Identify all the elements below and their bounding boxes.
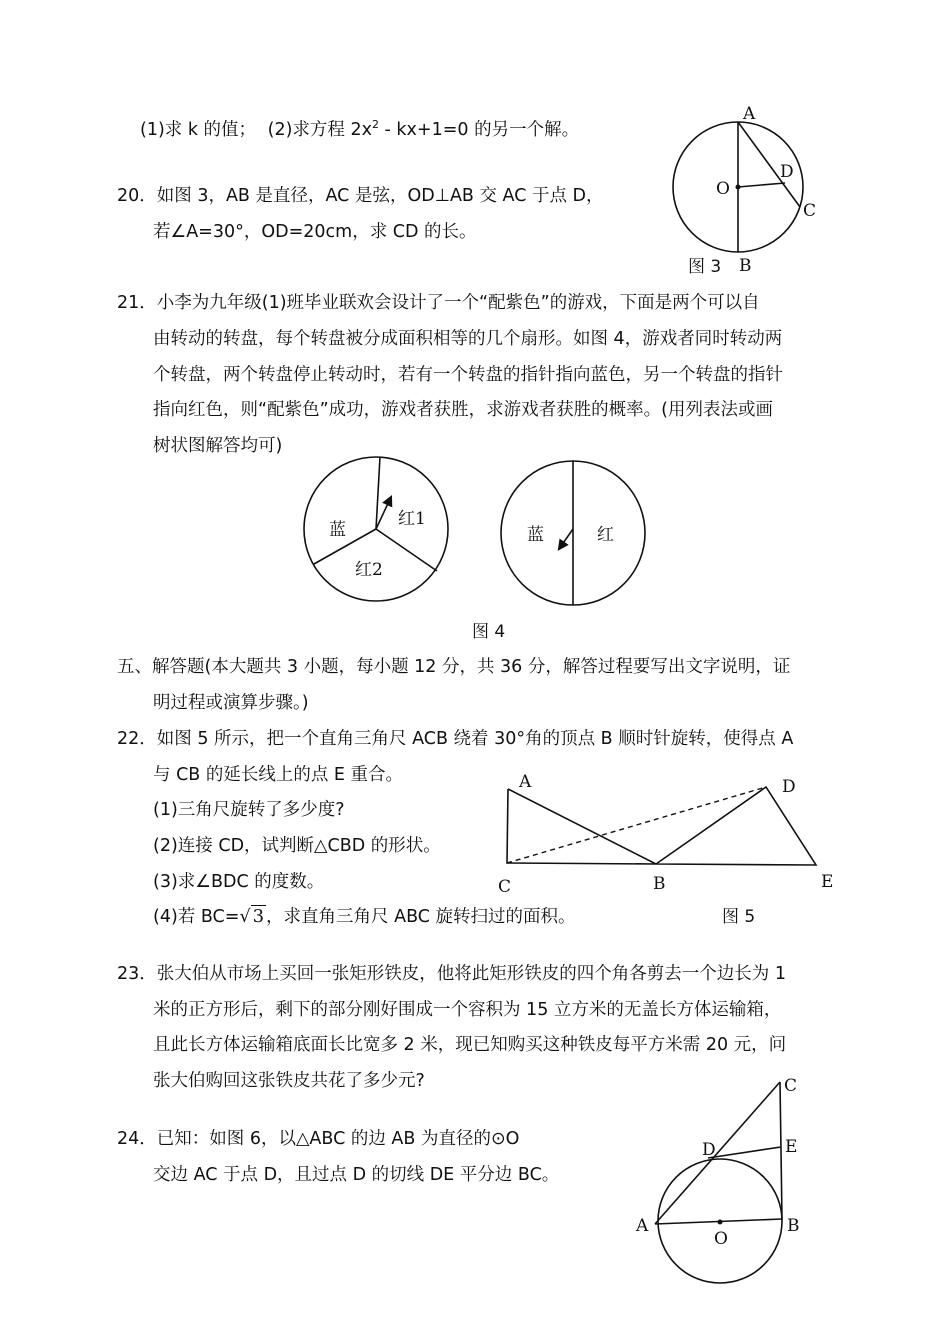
spinner2-pointer bbox=[559, 529, 573, 549]
q19-part2-b: - kx+1=0 的另一个解。 bbox=[378, 119, 580, 140]
fig5-label-c: C bbox=[498, 877, 512, 897]
figure-3 bbox=[660, 100, 840, 280]
q22-line2: 与 CB 的延长线上的点 E 重合。 bbox=[153, 765, 404, 785]
fig6-label-b: B bbox=[787, 1216, 800, 1236]
q21-line4: 指向红色，则“配紫色”成功，游戏者获胜，求游戏者获胜的概率。(用列表法或画 bbox=[153, 400, 773, 420]
q23-line1: 23．张大伯从市场上买回一张矩形铁皮，他将此矩形铁皮的四个角各剪去一个边长为 1 bbox=[117, 964, 786, 984]
fig6-label-d: D bbox=[702, 1140, 716, 1160]
spinner2-label-blue: 蓝 bbox=[527, 525, 544, 545]
fig3-caption: 图 3 bbox=[688, 257, 722, 277]
fig5-caption: 图 5 bbox=[722, 907, 756, 927]
spinner1-divider-right bbox=[376, 529, 437, 571]
figure-4 bbox=[295, 450, 625, 615]
fig5-label-d: D bbox=[782, 777, 796, 797]
fig6-side-ac bbox=[655, 1082, 780, 1224]
spinner1-label-blue: 蓝 bbox=[329, 520, 346, 540]
q21-line1: 21．小李为九年级(1)班毕业联欢会设计了一个“配紫色”的游戏，下面是两个可以自 bbox=[117, 293, 760, 313]
q21-line2: 由转动的转盘，每个转盘被分成面积相等的几个扇形。如图 4，游戏者同时转动两 bbox=[153, 329, 783, 349]
fig6-label-a: A bbox=[636, 1216, 649, 1236]
q19-part2-sup: 2 bbox=[371, 118, 379, 131]
figure-6 bbox=[625, 1068, 825, 1298]
fig5-label-b: B bbox=[653, 874, 666, 894]
fig6-center-dot bbox=[718, 1220, 723, 1225]
fig3-label-c: C bbox=[803, 201, 817, 221]
spinner1-label-red2: 红2 bbox=[355, 560, 383, 580]
fig5-triangle-dbe bbox=[656, 787, 816, 865]
fig3-label-a: A bbox=[743, 104, 756, 124]
q22-part4: (4)若 BC=√ 3 ，求直角三角尺 ABC 旋转扫过的面积。 bbox=[153, 906, 576, 927]
fig6-label-e: E bbox=[785, 1137, 798, 1157]
section5-line2: 明过程或演算步骤。) bbox=[153, 693, 309, 713]
fig5-triangle-acb bbox=[507, 789, 656, 864]
fig6-label-c: C bbox=[784, 1076, 798, 1096]
q23-line2: 米的正方形后，剩下的部分刚好围成一个容积为 15 立方米的无盖长方体运输箱， bbox=[153, 1000, 782, 1020]
q21-line5: 树状图解答均可) bbox=[153, 436, 283, 456]
q22-part3: (3)求∠BDC 的度数。 bbox=[153, 872, 325, 892]
spinner1-label-red1: 红1 bbox=[398, 509, 426, 529]
fig4-caption: 图 4 bbox=[472, 622, 506, 642]
q22-part4-a: (4)若 BC= bbox=[153, 907, 240, 927]
fig5-label-a: A bbox=[519, 772, 532, 792]
q19-part1: (1)求 k 的值； bbox=[140, 119, 257, 140]
q24-line2: 交边 AC 于点 D，且过点 D 的切线 DE 平分边 BC。 bbox=[153, 1165, 560, 1185]
q23-line4: 张大伯购回这张铁皮共花了多少元? bbox=[153, 1071, 425, 1091]
spinner1-divider-top bbox=[376, 457, 380, 529]
q21-line3: 个转盘，两个转盘停止转动时，若有一个转盘的指针指向蓝色，另一个转盘的指针 bbox=[153, 365, 783, 385]
fig3-center-dot bbox=[736, 185, 741, 190]
q24-line1: 24．已知：如图 6，以△ABC 的边 AB 为直径的⊙O bbox=[117, 1129, 520, 1149]
fig5-label-e: E bbox=[821, 872, 834, 892]
fig6-label-o: O bbox=[714, 1229, 728, 1249]
q23-line3: 且此长方体运输箱底面长比宽多 2 米，现已知购买这种铁皮每平方米需 20 元，问 bbox=[153, 1035, 787, 1055]
q22-line1: 22．如图 5 所示，把一个直角三角尺 ACB 绕着 30°角的顶点 B 顺时针旋转，使得点 A bbox=[117, 729, 794, 749]
fig6-side-bc bbox=[780, 1082, 782, 1219]
q22-part2: (2)连接 CD，试判断△CBD 的形状。 bbox=[153, 836, 441, 856]
section5-line1: 五、解答题(本大题共 3 小题，每小题 12 分，共 36 分，解答过程要写出文字说明，证 bbox=[117, 657, 791, 677]
fig3-label-b: B bbox=[739, 256, 752, 276]
q22-part1: (1)三角尺旋转了多少度? bbox=[153, 800, 345, 820]
fig5-dashed-cd bbox=[507, 787, 766, 863]
fig3-label-d: D bbox=[780, 162, 794, 182]
q19-part2-a: (2)求方程 2x bbox=[267, 119, 372, 140]
spinner2-label-red: 红 bbox=[597, 525, 614, 545]
q22-part4-b: ，求直角三角尺 ABC 旋转扫过的面积。 bbox=[266, 907, 576, 927]
q19-line bbox=[140, 114, 579, 141]
figure-5 bbox=[490, 765, 850, 900]
fig3-label-o: O bbox=[716, 179, 730, 199]
q22-part4-radicand: 3 bbox=[252, 906, 265, 927]
q20-line1: 20．如图 3，AB 是直径，AC 是弦，OD⊥AB 交 AC 于点 D， bbox=[117, 186, 604, 206]
q20-line2: 若∠A=30°，OD=20cm，求 CD 的长。 bbox=[153, 222, 477, 242]
fig3-segment-od bbox=[738, 183, 785, 187]
